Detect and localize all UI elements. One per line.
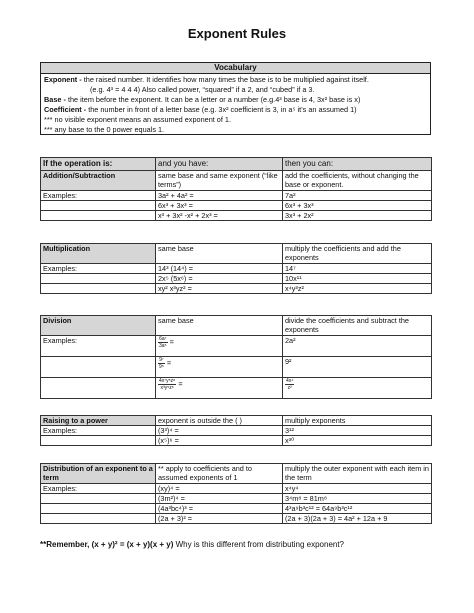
answer-cell <box>283 378 432 399</box>
header-operation: If the operation is: <box>41 158 156 171</box>
answer-cell: 6x³ + 3x³ <box>283 201 432 211</box>
example-cell: $\frac{\text{6a⁷}}{\text{3a⁵}}$ = <box>156 336 283 357</box>
answer-cell: 4³a⁹b³c¹² = 64a⁹b³c¹² <box>283 504 432 514</box>
table-row <box>41 378 432 399</box>
then-multiplication: multiply the coefficients and add the exponents <box>283 244 432 264</box>
vocab-exponent-example: (e.g. 4³ = 4 4 4) Also called power, “squared” if a 2, and “cubed” if a 3. <box>90 85 315 94</box>
examples-label: Examples: <box>41 336 156 357</box>
table-row <box>41 416 432 426</box>
answer-cell: 3⁴m⁸ = 81m⁸ <box>283 494 432 504</box>
answer-cell: 3x³ + 2x² <box>283 211 432 221</box>
op-division: Division <box>41 316 156 336</box>
table-row <box>41 191 432 201</box>
have-multiplication: same base <box>156 244 283 264</box>
example-cell: 2x⁵ (5x⁶) = <box>156 274 283 284</box>
addition-table <box>40 157 432 221</box>
example-cell: (3³)⁴ = <box>156 426 283 436</box>
division-table <box>40 315 432 399</box>
distribution-table <box>40 463 432 524</box>
table-row <box>41 211 432 221</box>
fraction: $\frac{\text{4x⁷y⁵z⁸}}{\text{x³y⁵z⁶}}$ <box>159 378 176 391</box>
answer-cell: 14⁷ <box>283 264 432 274</box>
table-row <box>41 514 432 524</box>
op-multiplication: Multiplication <box>41 244 156 264</box>
vocab-base: Base - the item before the exponent. It can be a letter or a number (e.g.4³ base is 4, 3x² base is x) <box>44 95 361 104</box>
table-row <box>41 426 432 436</box>
example-cell: 6x³ + 3x³ = <box>156 201 283 211</box>
then-power: multiply exponents <box>283 416 432 426</box>
example-cell: xy² x³yz² = <box>156 284 283 294</box>
then-addition: add the coefficients, without changing the base or exponent. <box>283 171 432 191</box>
answer-cell: x³⁰ <box>283 436 432 446</box>
example-cell: (2a + 3)² = <box>156 514 283 524</box>
answer-cell: x⁴y⁴ <box>283 484 432 494</box>
table-row <box>41 484 432 494</box>
examples-label: Examples: <box>41 484 156 494</box>
example-cell: x³ + 3x² -x² + 2x³ = <box>156 211 283 221</box>
example-cell: 14³ (14⁴) = <box>156 264 283 274</box>
vocab-note-1: *** no visible exponent means an assumed exponent of 1. <box>44 115 232 124</box>
table-row <box>41 171 432 191</box>
header-row <box>41 158 432 171</box>
remember-bold: **Remember, (x + y)² = (x + y)(x + y) <box>40 540 174 549</box>
table-row <box>41 316 432 336</box>
table-row <box>41 436 432 446</box>
fraction: $\frac{\text{6a⁷}}{\text{3a⁵}}$ <box>159 336 167 349</box>
answer-cell: 3¹² <box>283 426 432 436</box>
have-power: exponent is outside the ( ) <box>156 416 283 426</box>
table-row <box>41 201 432 211</box>
example-cell: (x⁵)⁶ = <box>156 436 283 446</box>
answer-cell: (2a + 3)(2a + 3) = 4a² + 12a + 9 <box>283 514 432 524</box>
table-row <box>41 336 432 357</box>
vocab-exponent: Exponent - the raised number. It identifies how many times the base is to be multiplied against itself. <box>44 75 369 84</box>
remember-text: Why is this different from distributing exponent? <box>173 540 345 549</box>
vocab-note-2: *** any base to the 0 power equals 1. <box>44 125 165 134</box>
op-addition: Addition/Subtraction <box>41 171 156 191</box>
then-division: divide the coefficients and subtract the exponents <box>283 316 432 336</box>
table-row <box>41 244 432 264</box>
multiplication-table <box>40 243 432 294</box>
have-division: same base <box>156 316 283 336</box>
remember-note <box>40 540 344 549</box>
fraction: $\frac{\text{9⁷}}{\text{9⁵}}$ <box>159 357 164 370</box>
fraction: $\frac{\text{4x⁴}}{\text{z²}}$ <box>286 378 294 391</box>
answer-cell: x⁴y³z² <box>283 284 432 294</box>
answer-cell: 9² <box>283 357 432 378</box>
answer-cell: 10x¹¹ <box>283 274 432 284</box>
example-cell: (4a³bc⁴)³ = <box>156 504 283 514</box>
table-row <box>41 494 432 504</box>
example-cell: 3a² + 4a² = <box>156 191 283 201</box>
examples-label: Examples: <box>41 264 156 274</box>
table-row <box>41 464 432 484</box>
table-row <box>41 264 432 274</box>
examples-label: Examples: <box>41 426 156 436</box>
table-row <box>41 284 432 294</box>
table-row <box>41 504 432 514</box>
example-cell: (xy)⁴ = <box>156 484 283 494</box>
page-title: Exponent Rules <box>187 26 287 41</box>
example-cell: $\frac{\text{9⁷}}{\text{9⁵}}$ = <box>156 357 283 378</box>
table-row <box>41 357 432 378</box>
power-table <box>40 415 432 446</box>
then-distribution: multiply the outer exponent with each item in the term <box>283 464 432 484</box>
table-row <box>41 274 432 284</box>
vocabulary-heading: Vocabulary <box>41 63 430 74</box>
op-distribution: Distribution of an exponent to a term <box>41 464 156 484</box>
vocabulary-box <box>40 62 431 135</box>
answer-cell: 2a² <box>283 336 432 357</box>
op-power: Raising to a power <box>41 416 156 426</box>
header-then: then you can: <box>283 158 432 171</box>
answer-cell: 7a² <box>283 191 432 201</box>
header-have: and you have: <box>156 158 283 171</box>
have-addition: same base and same exponent (“like terms”) <box>156 171 283 191</box>
have-distribution: ** apply to coefficients and to assumed exponents of 1 <box>156 464 283 484</box>
examples-label: Examples: <box>41 191 156 201</box>
example-cell: (3m²)⁴ = <box>156 494 283 504</box>
example-cell: $\frac{\text{4x⁷y⁵z⁸}}{\text{x³y⁵z⁶}}$ = <box>156 378 283 399</box>
vocab-coefficient: Coefficient - the number in front of a letter base (e.g. 3x² coefficient is 3, in a⁵ it’s an assumed 1) <box>44 105 357 114</box>
